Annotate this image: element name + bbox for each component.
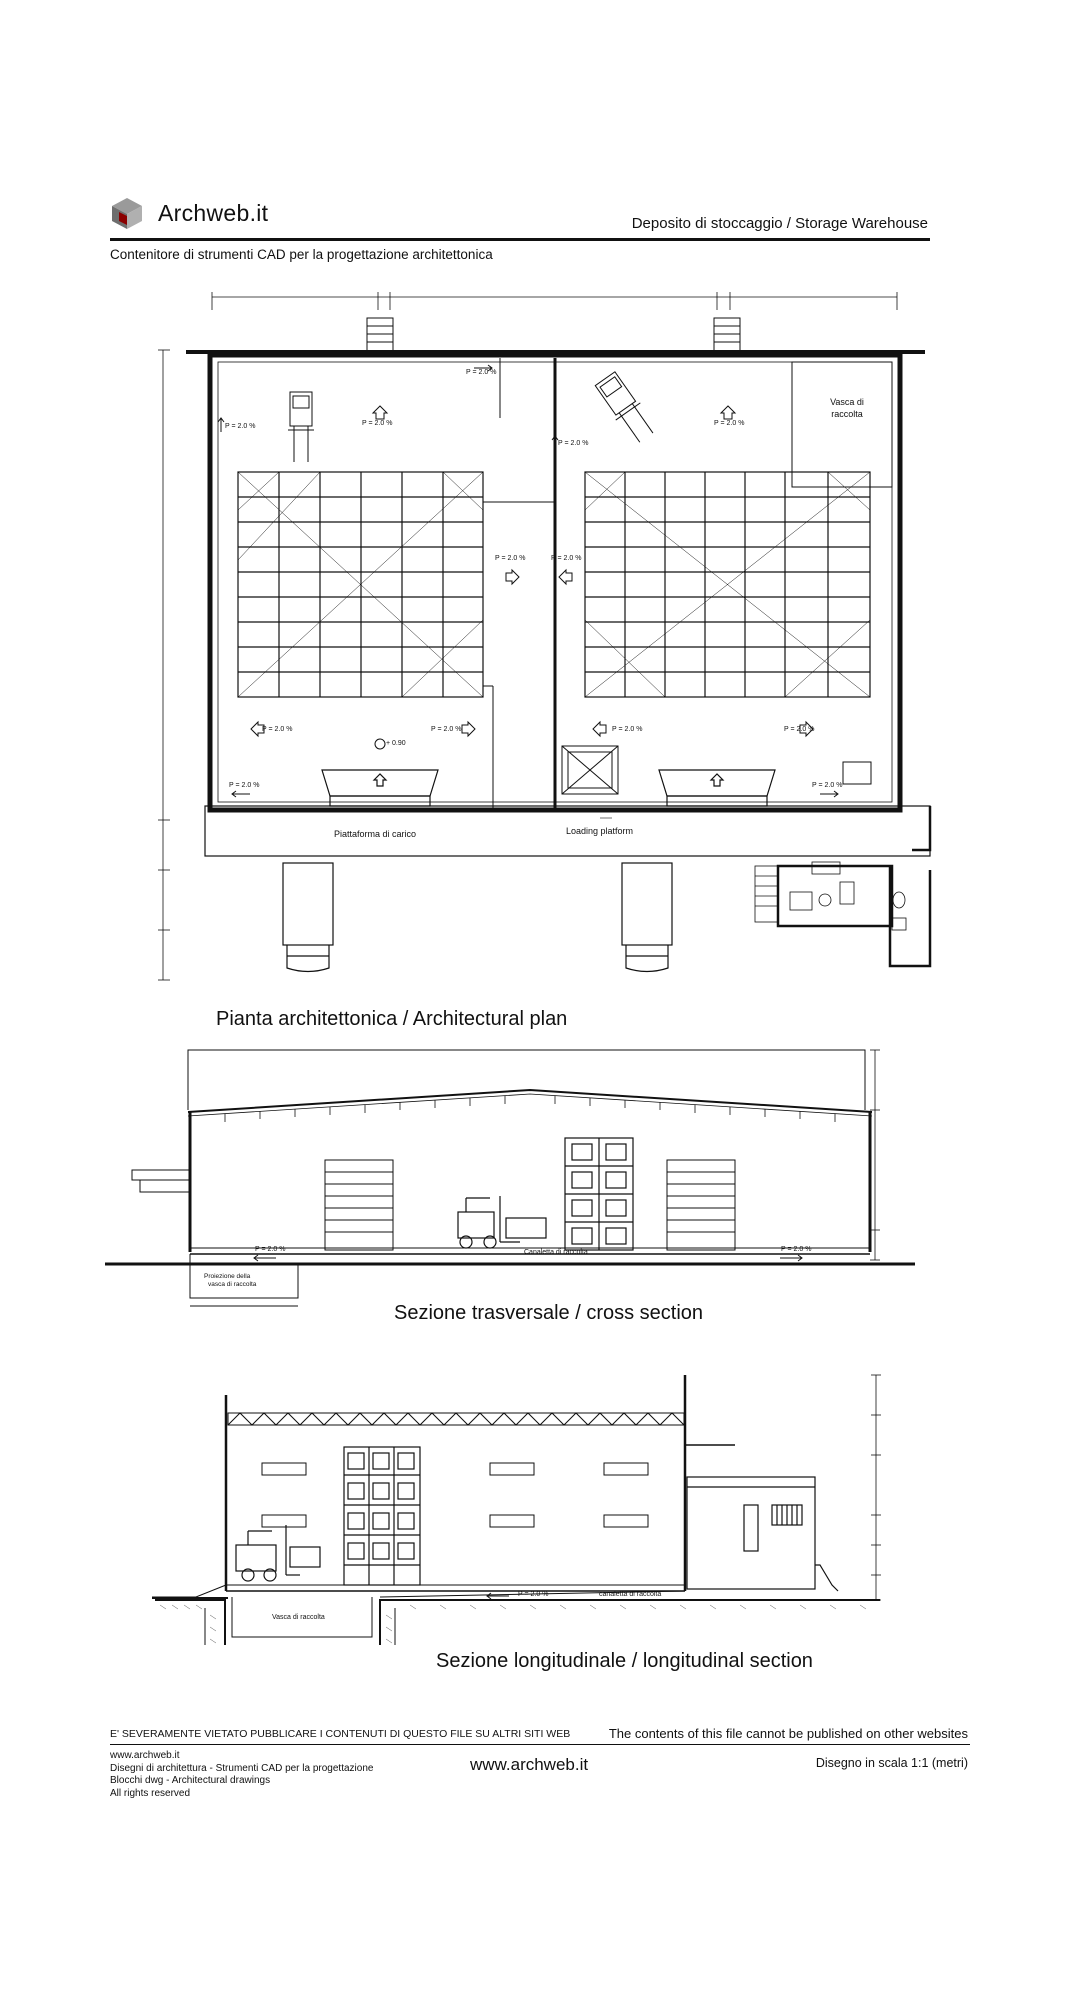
footer-credit-line: Blocchi dwg - Architectural drawings (110, 1775, 271, 1786)
forklift-icon (458, 1196, 546, 1248)
footer-credit-line: All rights reserved (110, 1787, 191, 1799)
forklift-icon (288, 392, 314, 462)
footer-warning-en: The contents of this file cannot be published on other websites (608, 1726, 968, 1741)
truck-icon (622, 863, 672, 972)
svg-text:P = 2.0 %: P = 2.0 % (612, 726, 643, 733)
svg-text:raccolta: raccolta (831, 409, 863, 419)
svg-text:P = 2.0 %: P = 2.0 % (714, 420, 745, 427)
svg-text:P = 2.0 %: P = 2.0 % (558, 440, 589, 447)
plan-dimension-left (158, 350, 170, 980)
svg-text:P = 2.0 %: P = 2.0 % (518, 1591, 549, 1598)
office-annex (687, 1477, 838, 1591)
svg-text:P = 2.0 %: P = 2.0 % (781, 1246, 812, 1253)
footer-credit-line: Disegni di architettura - Strumenti CAD per la progettazione (110, 1762, 374, 1774)
svg-text:+ 0.90: + 0.90 (386, 740, 406, 747)
longitudinal-section (0, 1365, 1080, 1645)
pallet-rack (344, 1447, 420, 1585)
svg-text:vasca di raccolta: vasca di raccolta (208, 1281, 257, 1288)
footer-rule (110, 1744, 970, 1745)
svg-text:P = 2.0 %: P = 2.0 % (225, 423, 256, 430)
cross-roof (188, 1090, 872, 1112)
truck-icon (283, 863, 333, 972)
document-title: Deposito di stoccaggio / Storage Warehouse (631, 215, 928, 232)
footer-credit-line: www.archweb.it (110, 1750, 180, 1761)
roof-truss (228, 1413, 684, 1425)
forklift-icon (593, 370, 659, 446)
loading-dock (322, 770, 775, 806)
rolling-door (667, 1160, 735, 1250)
svg-text:P = 2.0 %: P = 2.0 % (495, 555, 526, 562)
svg-text:Proiezione della: Proiezione della (204, 1273, 251, 1280)
svg-text:Vasca di raccolta: Vasca di raccolta (272, 1614, 325, 1621)
elevation-marker (375, 739, 385, 749)
sliding-gate (562, 746, 618, 794)
plan-slope-labels (225, 369, 842, 789)
footer-scale: Disegno in scala 1:1 (metri) (815, 1756, 968, 1770)
svg-text:P = 2.0 %: P = 2.0 % (431, 726, 462, 733)
plan-dimension-top (212, 292, 897, 310)
roof-vents (367, 318, 740, 352)
footer-credits (110, 1750, 373, 1800)
svg-text:Loading platform: Loading platform (566, 826, 634, 836)
svg-text:Vasca di: Vasca di (830, 397, 864, 407)
svg-text:P = 2.0 %: P = 2.0 % (255, 1246, 286, 1253)
svg-text:canaletta di raccolta: canaletta di raccolta (599, 1591, 662, 1598)
document-subtitle: Contenitore di strumenti CAD per la progettazione architettonica (110, 247, 493, 262)
svg-text:P = 2.0 %: P = 2.0 % (551, 555, 582, 562)
svg-text:P = 2.0 %: P = 2.0 % (262, 726, 293, 733)
pallet-rack (565, 1138, 633, 1250)
svg-text:P = 2.0 %: P = 2.0 % (466, 369, 497, 376)
svg-text:Piattaforma di carico: Piattaforma di carico (334, 829, 417, 839)
svg-text:P = 2.0 %: P = 2.0 % (812, 782, 843, 789)
svg-text:Canaletta di raccolta: Canaletta di raccolta (524, 1249, 588, 1256)
forklift-icon (236, 1525, 320, 1581)
cross-section-caption: Sezione trasversale / cross section (394, 1302, 704, 1324)
footer-warning-it: E' SEVERAMENTE VIETATO PUBBLICARE I CONTENUTI DI QUESTO FILE SU ALTRI SITI WEB (110, 1728, 571, 1740)
rolling-door (325, 1160, 393, 1250)
longitudinal-section-caption: Sezione longitudinale / longitudinal section (436, 1650, 813, 1672)
footer-url[interactable]: www.archweb.it (470, 1755, 589, 1774)
cross-section (0, 1030, 1080, 1320)
basin-room (792, 362, 892, 487)
logo-text: Archweb.it (158, 200, 269, 226)
svg-text:P = 2.0 %: P = 2.0 % (784, 726, 815, 733)
svg-text:P = 2.0 %: P = 2.0 % (362, 420, 393, 427)
plan-caption: Pianta architettonica / Architectural plan (216, 1008, 568, 1030)
svg-text:P = 2.0 %: P = 2.0 % (229, 782, 260, 789)
